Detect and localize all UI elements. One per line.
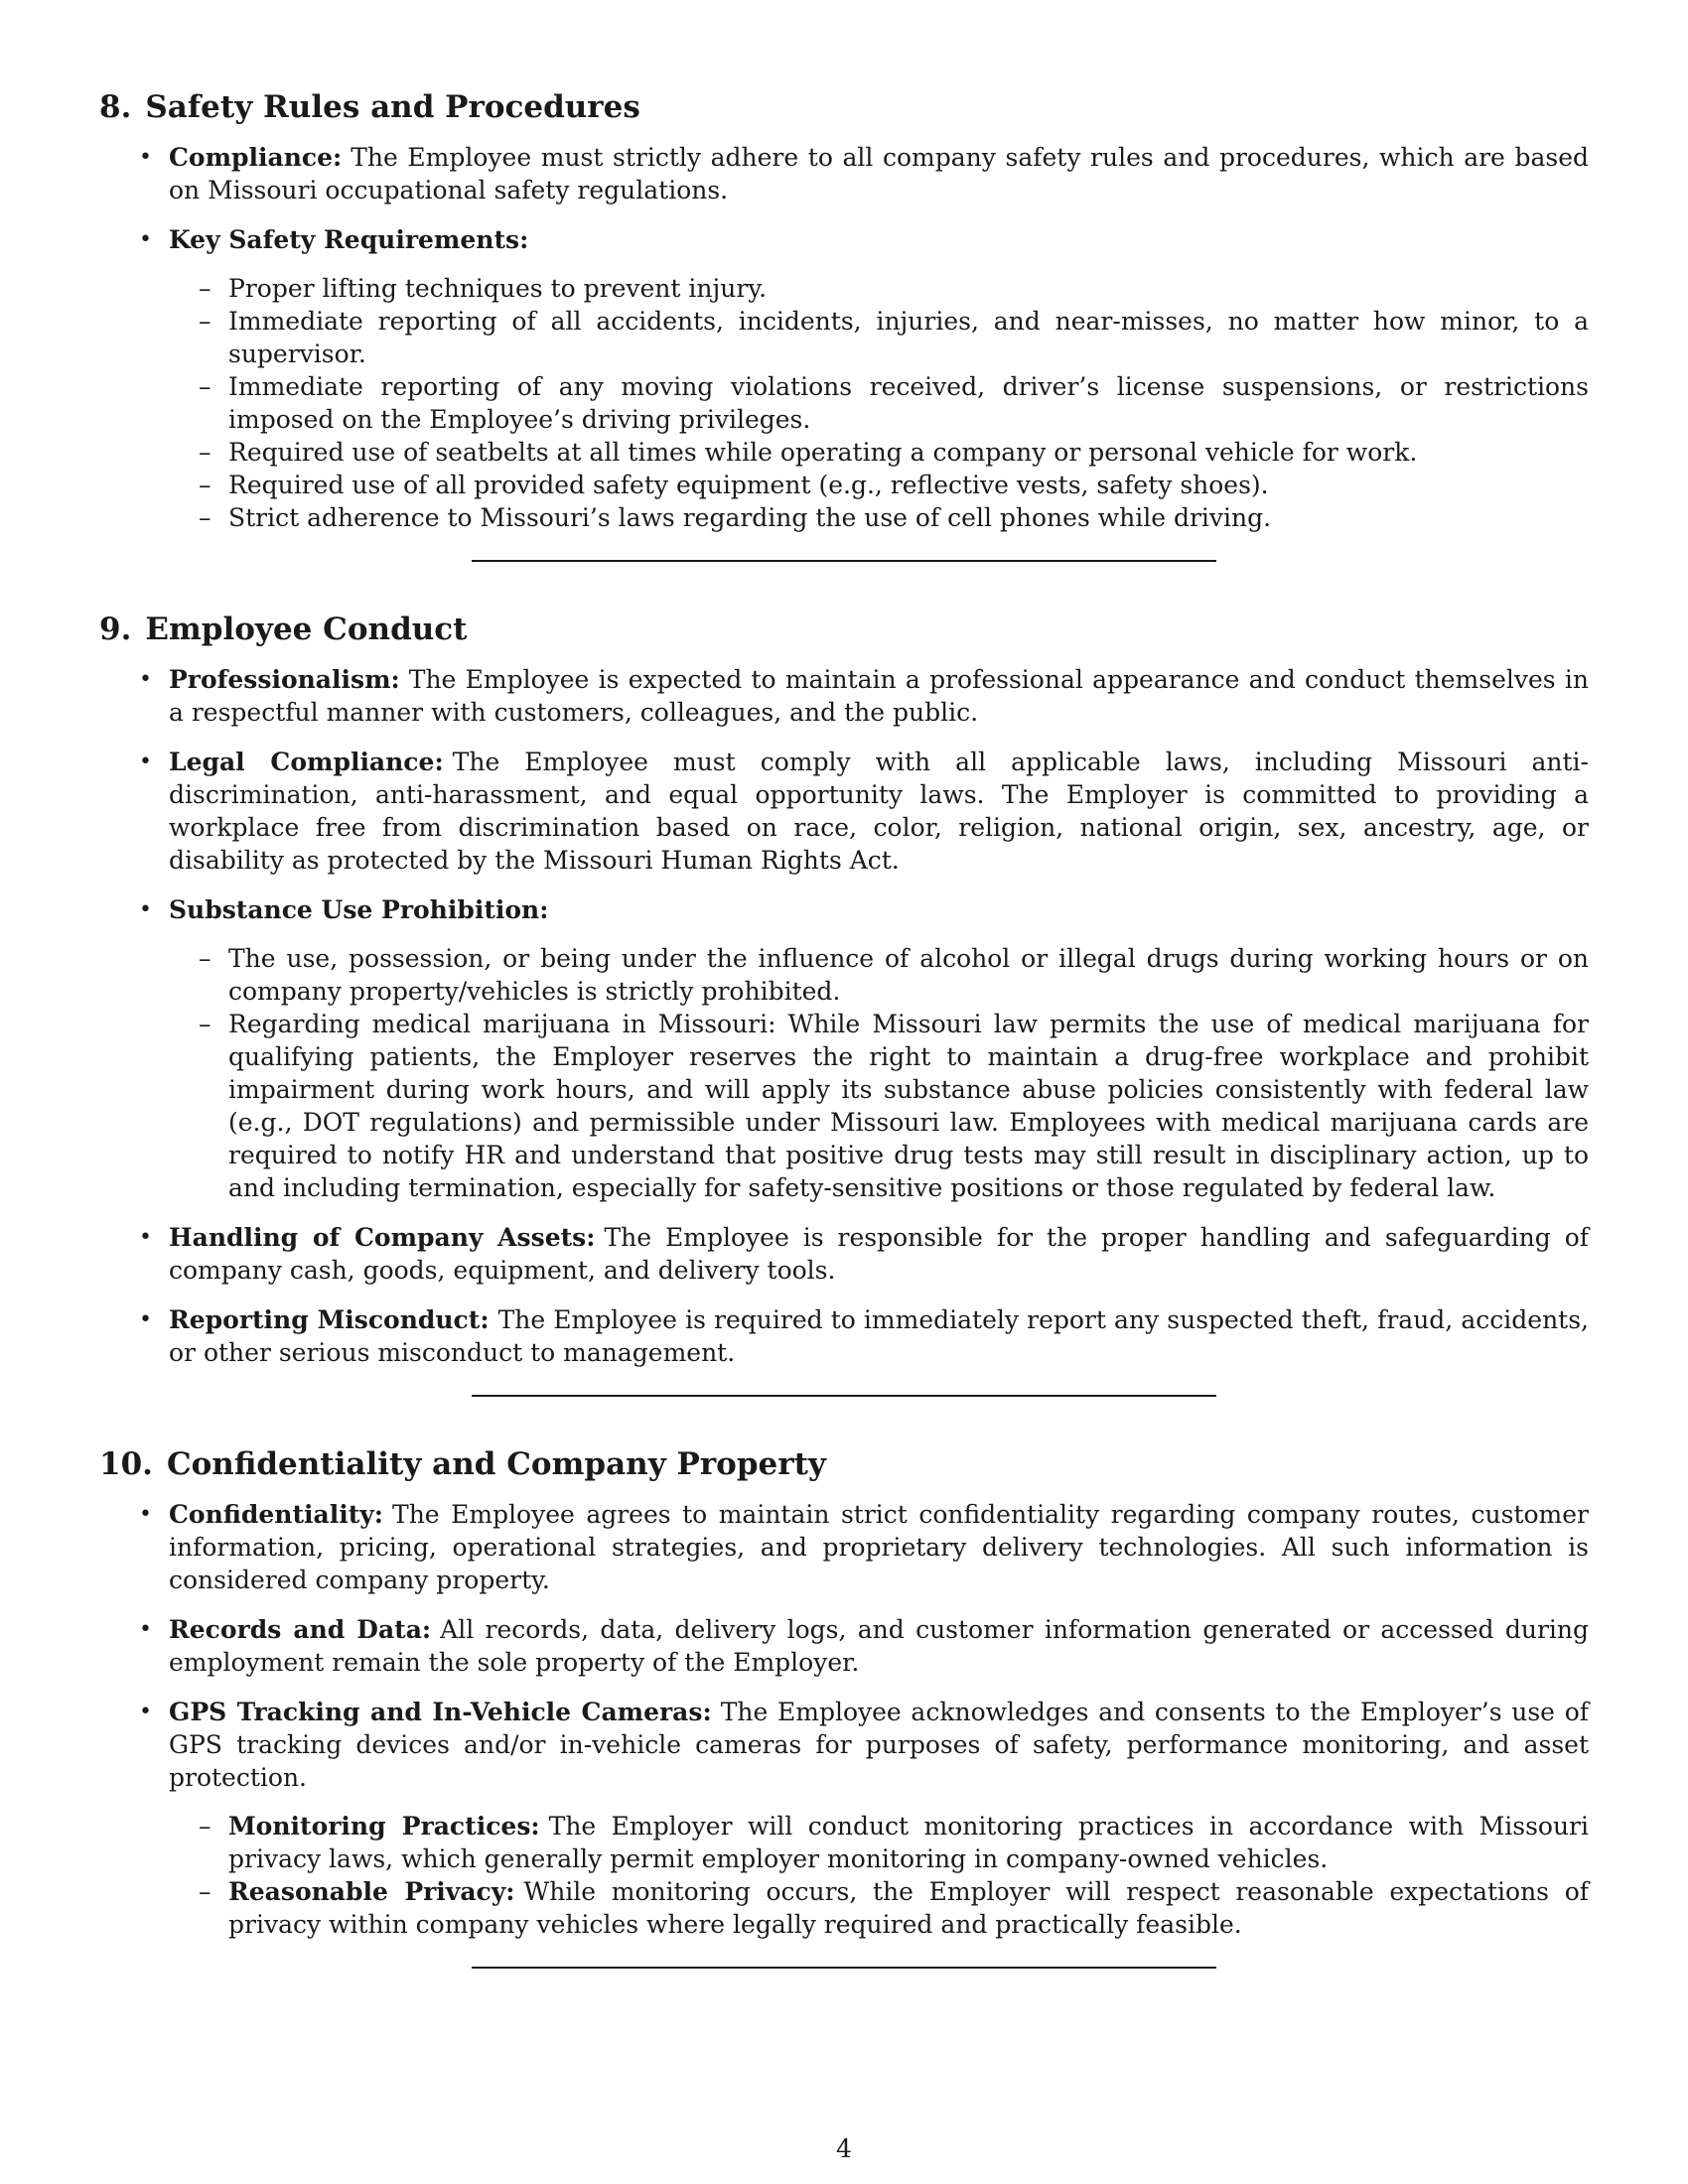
bullet-text: The Employee is required to immediately report any suspected theft, fraud, accidents, or other serious misconduct to management. — [169, 1305, 1589, 1367]
section-number: 10. — [99, 1446, 153, 1482]
sub-item-text: Required use of all provided safety equipment (e.g., reflective vests, safety shoes). — [228, 471, 1269, 499]
section-2 — [99, 610, 1589, 1397]
bullet-item — [99, 1613, 1589, 1679]
section-title: Employee Conduct — [145, 612, 468, 647]
section-divider — [472, 1395, 1216, 1397]
bullet-item — [99, 1696, 1589, 1941]
bullet-item — [99, 893, 1589, 1204]
bullet-lead: Substance Use Prohibition: — [169, 895, 549, 924]
sub-item-lead: Monitoring Practices: — [228, 1812, 540, 1841]
bullet-lead: Confidentiality: — [169, 1500, 384, 1529]
bullet-list — [99, 141, 1589, 534]
bullet-text: The Employee acknowledges and consents to the Employer’s use of GPS tracking devices and/or in-vehicle cameras for purposes of safety, performance monitoring, and asset protection. — [169, 1698, 1590, 1792]
bullet-lead: Key Safety Requirements: — [169, 225, 529, 254]
bullet-item — [99, 141, 1589, 206]
section-number: 9. — [99, 612, 132, 647]
document-page — [99, 87, 1589, 2016]
section-heading — [99, 610, 1589, 649]
bullet-text: All records, data, delivery logs, and customer information generated or accessed during employment remain the sole property of the Employer. — [169, 1615, 1590, 1677]
bullet-lead: Professionalism: — [169, 665, 400, 694]
bullet-text: The Employee is responsible for the proper handling and safeguarding of company cash, goods, equipment, and delivery tools. — [169, 1223, 1589, 1285]
section-number: 8. — [99, 89, 132, 125]
bullet-list — [99, 1498, 1589, 1941]
sub-item-text: Regarding medical marijuana in Missouri: While Missouri law permits the use of medical marijuana for qualifying patients, the Employer reserves the right to maintain a drug-free workplace and prohibit impairment during work hours, and will apply its substance abuse policies consistently with federal law (e.g., DOT regulations) and permissible under Missouri law. Employees with medical marijuana cards are required to notify HR and understand that positive drug tests may still result in disciplinary action, up to and including termination, especially for safety-sensitive positions or those regulated by federal law. — [228, 1010, 1589, 1202]
sub-item — [169, 469, 1589, 501]
section-title: Safety Rules and Procedures — [145, 89, 640, 125]
sub-list — [169, 942, 1589, 1204]
bullet-text: The Employee is expected to maintain a professional appearance and conduct themselves in a respectful manner with customers, colleagues, and the public. — [169, 665, 1589, 727]
sub-item — [169, 1810, 1589, 1875]
bullet-item — [99, 746, 1589, 877]
bullet-list — [99, 663, 1589, 1369]
bullet-lead: Legal Compliance: — [169, 748, 444, 776]
bullet-text: The Employee must strictly adhere to all company safety rules and procedures, which are based on Missouri occupational safety regulations. — [169, 143, 1589, 205]
bullet-lead: Reporting Misconduct: — [169, 1305, 490, 1334]
sub-item-text: Strict adherence to Missouri’s laws regarding the use of cell phones while driving. — [228, 503, 1272, 532]
sub-item-text: Proper lifting techniques to prevent injury. — [228, 274, 768, 303]
sub-item — [169, 1008, 1589, 1204]
sub-item-text: Immediate reporting of all accidents, incidents, injuries, and near-misses, no matter how minor, to a supervisor. — [228, 307, 1589, 368]
sub-item — [169, 370, 1589, 436]
section-heading — [99, 1444, 1589, 1484]
sub-item — [169, 305, 1589, 370]
bullet-text: The Employee must comply with all applicable laws, including Missouri anti-discrimination, anti-harassment, and equal opportunity laws. The Employer is committed to providing a workplace free from discrimination based on race, color, religion, national origin, sex, ancestry, age, or disability as protected by the Missouri Human Rights Act. — [169, 748, 1589, 875]
section-1 — [99, 87, 1589, 562]
sub-item — [169, 1875, 1589, 1941]
sub-item — [169, 501, 1589, 534]
sub-list — [169, 1810, 1589, 1941]
sub-item-text: Required use of seatbelts at all times while operating a company or personal vehicle for work. — [228, 438, 1418, 467]
bullet-item — [99, 1221, 1589, 1287]
sub-item-text: The Employer will conduct monitoring practices in accordance with Missouri privacy laws, which generally permit employer monitoring in company-owned vehicles. — [228, 1812, 1589, 1873]
section-divider — [472, 1967, 1216, 1969]
bullet-item — [99, 1498, 1589, 1596]
sub-item-text: While monitoring occurs, the Employer will respect reasonable expectations of privacy within company vehicles where legally required and practically feasible. — [228, 1877, 1589, 1939]
sub-item — [169, 436, 1589, 469]
bullet-item — [99, 663, 1589, 729]
section-3 — [99, 1444, 1589, 1969]
bullet-text: The Employee agrees to maintain strict confidentiality regarding company routes, customer information, pricing, operational strategies, and proprietary delivery technologies. All such information is considered company property. — [169, 1500, 1589, 1594]
sub-list — [169, 272, 1589, 534]
section-title: Confidentiality and Company Property — [166, 1446, 826, 1482]
section-heading — [99, 87, 1589, 127]
bullet-item — [99, 1303, 1589, 1369]
page-number: 4 — [836, 2134, 852, 2163]
sub-item — [169, 272, 1589, 305]
sub-item-text: The use, possession, or being under the influence of alcohol or illegal drugs during working hours or on company property/vehicles is strictly prohibited. — [228, 944, 1589, 1006]
bullet-item — [99, 223, 1589, 534]
bullet-lead: Handling of Company Assets: — [169, 1223, 596, 1252]
sub-item-text: Immediate reporting of any moving violations received, driver’s license suspensions, or restrictions imposed on the Employee’s driving privileges. — [228, 372, 1589, 434]
sub-item-lead: Reasonable Privacy: — [228, 1877, 515, 1906]
sub-item — [169, 942, 1589, 1008]
bullet-lead: Records and Data: — [169, 1615, 432, 1644]
section-divider — [472, 560, 1216, 562]
bullet-lead: Compliance: — [169, 143, 343, 172]
bullet-lead: GPS Tracking and In-Vehicle Cameras: — [169, 1698, 712, 1726]
